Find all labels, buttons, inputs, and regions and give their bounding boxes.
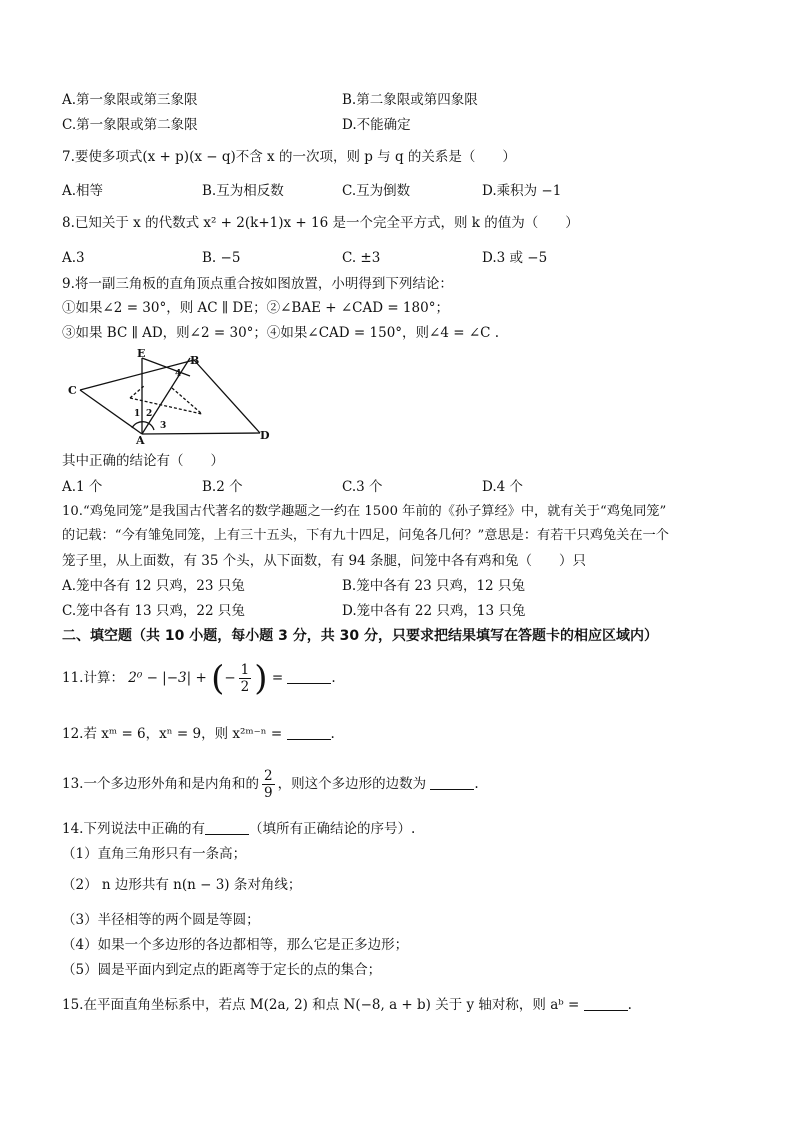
q11-expr: 2⁰ − |−3| + [128,670,207,686]
q10-line-2: 的记载：“今有雏兔同笼，上有三十五头，下有九十四足，问兔各几何？”意思是：有若干只鸡兔关在一个 [62,528,669,543]
q8-option-a: A.3 [62,250,85,266]
q13-suffix: ，则这个多边形的边数为 [277,776,427,792]
q8-stem: 8.已知关于 x 的代数式 x² + 2(k+1)x + 16 是一个完全平方式，则 k 的值为（ ） [62,215,579,231]
q14-item-3: （3）半径相等的两个圆是等圆； [62,912,260,928]
q10-option-a: A.笼中各有 12 只鸡，23 只兔 [62,578,245,594]
label-c: C [68,384,77,397]
label-b: B [190,354,200,367]
q6-option-b: B.第二象限或第四象限 [342,92,478,108]
q12: 12.若 xᵐ = 6，xⁿ = 9，则 x²ᵐ⁻ⁿ = . [62,726,335,742]
q14-item-5: （5）圆是平面内到定点的距离等于定长的点的集合； [62,962,382,978]
label-a: A [136,434,145,444]
q12-answer-blank[interactable] [287,725,331,740]
q10-option-d: D.笼中各有 22 只鸡，13 只兔 [342,603,526,619]
q11: 11.计算： 2⁰ − |−3| + (− $\frac{1}{2}$ ) = . [62,658,336,699]
q13-den: 9 [263,785,273,801]
q13-answer-blank[interactable] [430,775,474,790]
q14-item-1: （1）直角三角形只有一条高； [62,846,247,862]
q11-answer-blank[interactable] [287,669,331,684]
q11-prefix: 11.计算： [62,670,124,686]
q7-option-b: B.互为相反数 [202,183,284,199]
q15-answer-blank[interactable] [584,996,628,1011]
q11-minus: − [224,670,236,686]
triangle-figure [62,348,277,444]
q9-option-a: A.1 个 [62,479,103,495]
label-3: 3 [160,421,167,431]
q6-option-c: C.第一象限或第二象限 [62,117,198,133]
q13: 13.一个多边形外角和是内角和的 $\frac{2}{9}$ ，则这个多边形的边数为 . [62,768,479,801]
q10-line-1: 10.“鸡兔同笼”是我国古代著名的数学趣题之一约在 1500 年前的《孙子算经》中，就有关于“鸡兔同笼” [62,504,667,519]
label-d: D [260,429,270,442]
q10-line-3: 笼子里，从上面数，有 35 个头，从下面数，有 94 条腿，问笼中各有鸡和兔（ ）只 [62,553,587,569]
q7-option-c: C.互为倒数 [342,183,411,199]
q8-option-b: B. −5 [202,250,241,266]
q6-option-a: A.第一象限或第三象限 [62,92,198,108]
q11-den: 2 [240,679,250,695]
label-e: E [137,348,146,360]
q14-stem-line [62,820,415,838]
q9-question: 其中正确的结论有（ ） [62,453,224,469]
label-1: 1 [134,409,141,419]
q14-item-2: （2） n 边形共有 n(n − 3) 条对角线； [62,877,302,893]
label-2: 2 [146,409,153,419]
q9-conclusions-2: ③如果 BC ∥ AD，则∠2 = 30°；④如果∠CAD = 150°，则∠4 = ∠C . [62,325,500,341]
q9-conclusions-1: ①如果∠2 = 30°，则 AC ∥ DE；②∠BAE + ∠CAD = 180°； [62,300,449,316]
q10-option-b: B.笼中各有 23 只鸡，12 只兔 [342,578,525,594]
q12-text: 12.若 xᵐ = 6，xⁿ = 9，则 x²ᵐ⁻ⁿ = [62,726,283,742]
q13-prefix: 13.一个多边形外角和是内角和的 [62,776,259,792]
q11-eq: = [271,670,284,686]
label-4: 4 [175,369,182,379]
q9-option-b: B.2 个 [202,479,243,495]
q14-item-4: （4）如果一个多边形的各边都相等，那么它是正多边形； [62,937,409,953]
q7-option-a: A.相等 [62,183,104,199]
q11-fraction [239,662,252,695]
q9-stem: 9.将一副三角板的直角顶点重合按如图放置，小明得到下列结论： [62,276,453,292]
q15-text: 15.在平面直角坐标系中，若点 M(2a, 2) 和点 N(−8, a + b) 关于 y 轴对称，则 aᵇ = [62,997,580,1013]
q10-option-c: C.笼中各有 13 只鸡，22 只兔 [62,603,245,619]
q14-stem: 14.下列说法中正确的有 [62,821,205,837]
section-title: 二、填空题（共 10 小题，每小题 3 分，共 30 分，只要求把结果填写在答题卡的相应区域内） [62,628,658,644]
q8-option-c: C. ±3 [342,250,381,266]
q13-fraction [262,768,275,801]
q14-answer-blank[interactable] [205,820,249,835]
q14-stem-tail: （填所有正确结论的序号）. [248,821,416,837]
q9-option-d: D.4 个 [482,479,524,495]
q7-stem: 7.要使多项式(x + p)(x − q)不含 x 的一次项，则 p 与 q 的关系是（ ） [62,149,516,165]
q7-option-d: D.乘积为 −1 [482,183,562,199]
q15: 15.在平面直角坐标系中，若点 M(2a, 2) 和点 N(−8, a + b) 关于 y 轴对称，则 aᵇ = . [62,997,632,1013]
q8-option-d: D.3 或 −5 [482,250,548,266]
q11-right-paren-icon: ) [254,658,268,699]
q6-option-d: D.不能确定 [342,117,411,133]
q11-left-paren-icon: ( [211,658,225,699]
q11-num: 1 [240,662,250,678]
q9-option-c: C.3 个 [342,479,383,495]
q13-num: 2 [263,768,273,784]
